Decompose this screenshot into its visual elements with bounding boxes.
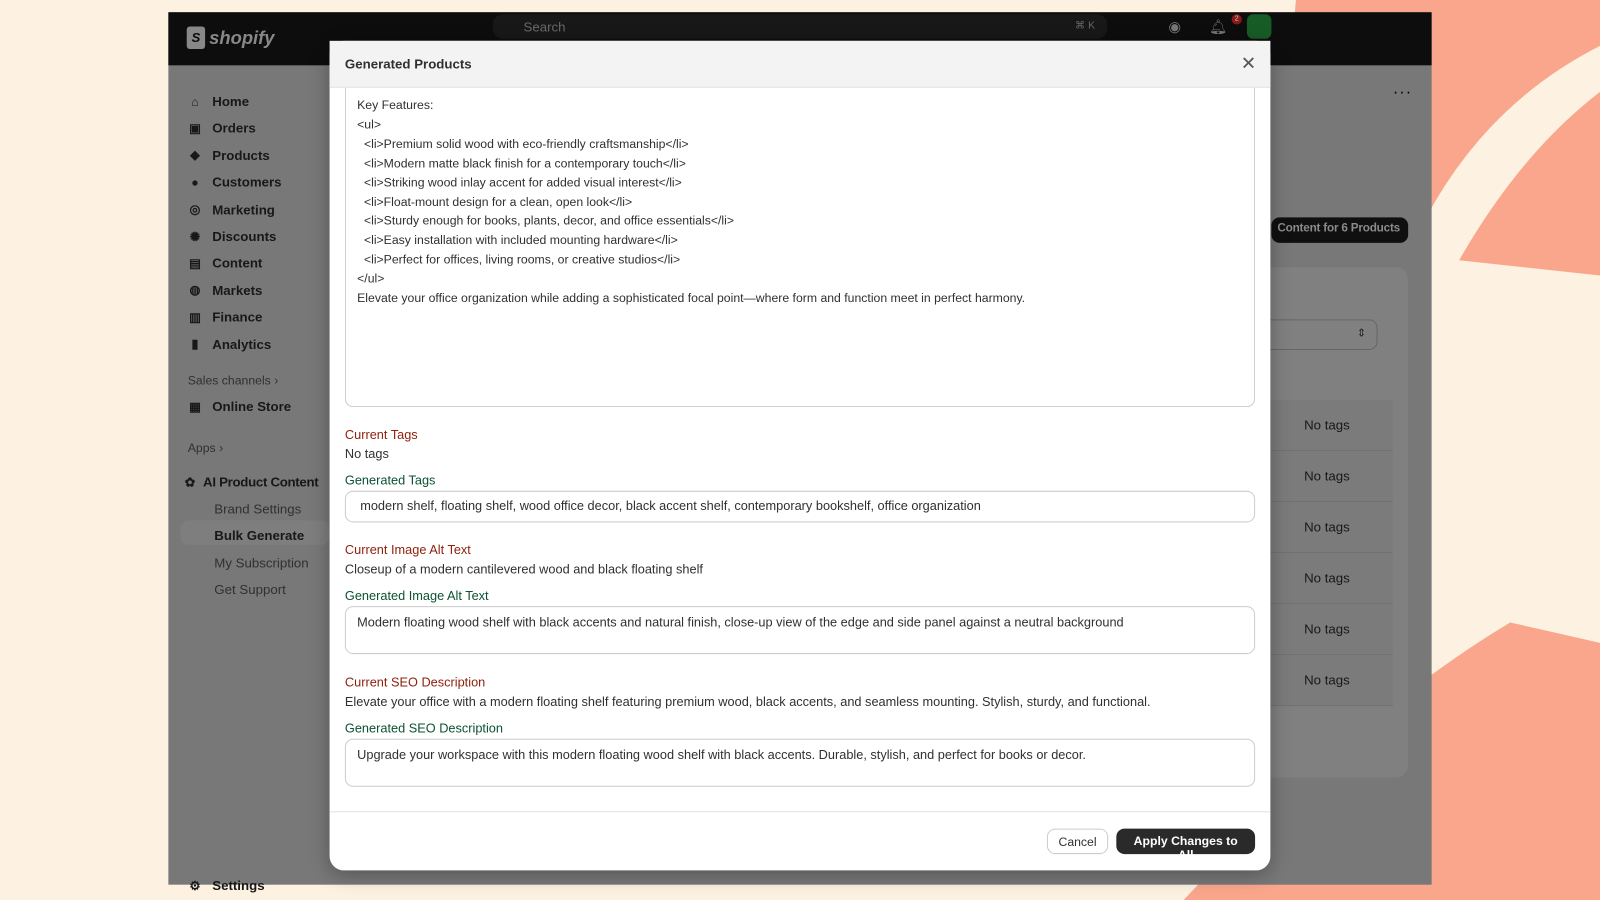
sidebar-item-label: Analytics — [212, 336, 272, 352]
sidebar-item-label: Products — [212, 147, 270, 164]
sidebar-item-content[interactable] — [188, 255, 263, 270]
sidebar-item-label: Content — [212, 255, 263, 271]
generated-description-field[interactable]: Key Features: <ul> <li>Premium solid wood with eco-friendly craftsmanship</li> <li>Modern matte black finish for a contemporary touch</li> <li>Striking wood inlay accent for added visual interest</li> <li>Float-mount design for a clean, open look</li> <li>Sturdy enough for books, plants, decor, and office essentials</li> <li>Easy installation with included mounting hardware</li> <li>Perfect for offices, living rooms, or creative studios</li> </ul> Elevate your office organization while adding a sophisticated focal point—where form and function meet in perfect harmony. — [345, 88, 1255, 407]
sidebar-item-label: Settings — [212, 877, 265, 893]
tags-cell: No tags — [1304, 621, 1350, 637]
generate-content-button[interactable]: Content for 6 Products — [1271, 217, 1408, 243]
generated-alt-input[interactable]: Modern floating wood shelf with black accents and natural finish, close-up view of the edge and side panel against a neutral background — [345, 606, 1255, 654]
search-placeholder: Search — [523, 19, 566, 35]
generated-alt-label: Generated Image Alt Text — [344, 588, 489, 604]
tags-cell: No tags — [1304, 417, 1350, 433]
tags-cell: No tags — [1304, 672, 1350, 688]
tags-cell: No tags — [1304, 570, 1350, 586]
shopify-logo — [187, 27, 275, 49]
target-icon: ◎ — [189, 202, 201, 217]
sidebar-item-label: Customers — [212, 174, 282, 190]
cancel-button[interactable]: Cancel — [1047, 829, 1108, 855]
search-input[interactable] — [493, 14, 1107, 38]
sidebar-item-products[interactable] — [188, 148, 270, 163]
current-seo-label: Current SEO Description — [344, 675, 486, 690]
tag-icon: ◆ — [190, 148, 200, 163]
sidebar-item-customers[interactable] — [188, 175, 282, 190]
current-alt-label: Current Image Alt Text — [344, 542, 471, 558]
modal-header — [330, 41, 1271, 88]
generated-products-modal — [330, 41, 1271, 871]
current-seo-value: Elevate your office with a modern floating shelf featuring premium wood, black accents, and seamless mounting. Stylish, sturdy, and functional. — [344, 694, 1151, 710]
current-alt-value: Closeup of a modern cantilevered wood and black floating shelf — [344, 562, 703, 577]
globe-icon: ◍ — [189, 282, 201, 298]
generated-seo-label: Generated SEO Description — [344, 721, 504, 736]
sales-channels-heading[interactable]: Sales channels › — [187, 373, 279, 388]
generated-tags-input[interactable]: modern shelf, floating shelf, wood office decor, black accent shelf, contemporary bookshelf, office organization — [345, 491, 1255, 523]
shopify-bag-icon: S — [187, 27, 205, 49]
sidebar-item-label: AI Product Content — [203, 474, 319, 490]
generated-seo-input[interactable]: Upgrade your workspace with this modern floating wood shelf with black accents. Durable, stylish, and perfect for books or decor. — [345, 739, 1255, 787]
sidebar-item-home[interactable] — [188, 94, 249, 109]
tags-cell: No tags — [1304, 519, 1350, 535]
notification-badge: 2 — [1232, 14, 1242, 24]
avatar[interactable] — [1247, 14, 1271, 38]
sidebar — [168, 65, 331, 893]
sidebar-item-label: Orders — [212, 120, 256, 137]
sidebar-item-label: Discounts — [212, 228, 277, 244]
home-icon: ⌂ — [191, 94, 199, 109]
modal-footer-divider — [330, 811, 1271, 812]
generated-tags-label: Generated Tags — [344, 473, 436, 488]
person-icon: ● — [191, 175, 199, 190]
tags-cell: No tags — [1304, 468, 1350, 484]
sidebar-subitem[interactable]: Brand Settings — [214, 501, 302, 517]
sidebar-item-label: Finance — [212, 309, 263, 325]
sidebar-item-orders[interactable] — [188, 121, 256, 136]
apps-heading[interactable]: Apps › — [187, 440, 224, 456]
sidebar-item-online-store[interactable] — [188, 399, 291, 414]
chart-icon: ▮ — [191, 336, 199, 352]
bell-icon[interactable]: 🔔︎ — [1209, 18, 1228, 35]
sidebar-item-settings[interactable] — [188, 878, 265, 893]
more-actions-icon[interactable]: ··· — [1392, 83, 1413, 102]
content-icon: ▤ — [189, 256, 201, 271]
discount-icon: ✺ — [189, 229, 201, 244]
modal-title: Generated Products — [344, 56, 472, 72]
current-tags-value: No tags — [344, 446, 389, 462]
search-shortcut: ⌘ K — [1075, 20, 1095, 32]
logo-text: shopify — [209, 27, 275, 48]
gear-icon: ⚙ — [189, 878, 201, 893]
sidebar-item-discounts[interactable] — [188, 229, 277, 244]
sidebar-item-label: Home — [212, 93, 250, 110]
sidebar-item-ai-product-content[interactable] — [183, 474, 319, 489]
orders-icon: ▣ — [189, 121, 201, 136]
store-icon: ▦ — [189, 399, 201, 414]
close-icon[interactable]: ✕ — [1240, 53, 1257, 74]
sidebar-item-marketing[interactable] — [188, 202, 275, 217]
sidebar-item-finance[interactable] — [188, 309, 263, 324]
current-tags-label: Current Tags — [344, 427, 418, 442]
sidebar-item-markets[interactable] — [188, 282, 263, 297]
apply-changes-button[interactable]: Apply Changes to All — [1116, 829, 1255, 855]
sidebar-subitem[interactable]: My Subscription — [214, 554, 309, 571]
sidebar-subitem[interactable]: Bulk Generate — [214, 527, 305, 544]
select-chevron-icon: ⇕ — [1356, 327, 1367, 340]
sidekick-icon[interactable]: ◉ — [1168, 18, 1181, 35]
bank-icon: ▥ — [189, 309, 201, 325]
sidebar-subitem[interactable]: Get Support — [214, 581, 286, 598]
sidebar-item-analytics[interactable] — [188, 336, 271, 351]
sidebar-item-label: Marketing — [212, 201, 275, 217]
sidebar-item-label: Markets — [212, 282, 263, 298]
sidebar-item-label: Online Store — [212, 398, 292, 415]
app-icon: ✿ — [184, 474, 195, 490]
